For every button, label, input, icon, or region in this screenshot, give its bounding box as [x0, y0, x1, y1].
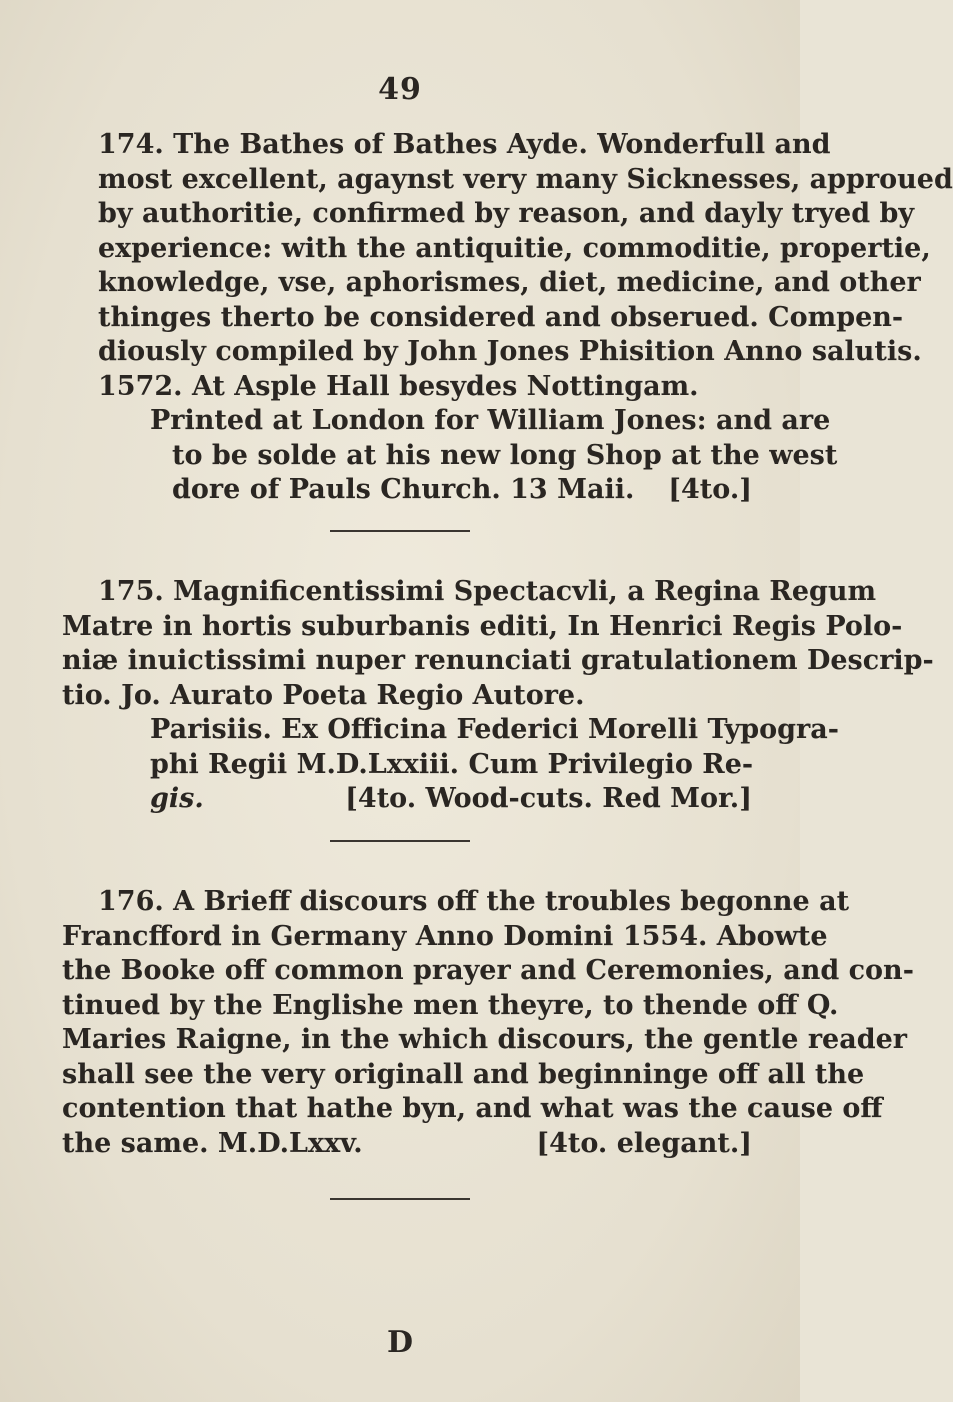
entry-line: the Booke off common prayer and Ceremonies, and con- — [62, 955, 914, 986]
section-divider — [330, 530, 470, 532]
page-number: 49 — [378, 72, 422, 107]
entry-line: Francfford in Germany Anno Domini 1554. Abowte — [62, 920, 828, 952]
imprint-last-line — [62, 1127, 752, 1162]
catalogue-entry-175 — [62, 575, 934, 817]
imprint-line: Printed at London for William Jones: and are — [150, 405, 831, 436]
entry-line: Matre in hortis suburbanis editi, In Henrici Regis Polo- — [62, 610, 903, 642]
imprint-text: the same. M.D.Lxxv. — [62, 1127, 363, 1159]
imprint-line: Parisiis. Ex Officina Federici Morelli Typogra- — [150, 714, 839, 745]
entry-line: Maries Raigne, in the which discours, the gentle reader — [62, 1024, 908, 1055]
entry-line: by authoritie, confirmed by reason, and dayly tryed by — [98, 198, 915, 229]
entry-line: contention that hathe byn, and what was the cause off — [62, 1093, 883, 1124]
entry-line: experience: with the antiquitie, commoditie, propertie, — [98, 232, 931, 264]
entry-line: tinued by the Englishe men theyre, to thende off Q. — [62, 989, 839, 1021]
imprint-text: gis. — [150, 783, 204, 814]
entry-line: 174. The Bathes of Bathes Ayde. Wonderfull and — [98, 129, 831, 160]
entry-line: 175. Magnificentissimi Spectacvli, a Regina Regum — [98, 576, 877, 607]
format-note: [4to.] — [668, 474, 752, 505]
entry-line: knowledge, vse, aphorismes, diet, medicine, and other — [98, 267, 921, 298]
entry-line: tio. Jo. Aurato Poeta Regio Autore. — [62, 679, 585, 711]
entry-line: thinges therto be considered and obserued. Compen- — [98, 301, 904, 333]
section-divider — [330, 840, 470, 842]
imprint-last-line — [62, 782, 752, 817]
entry-line: most excellent, agaynst very many Sicknesses, approued — [98, 163, 953, 195]
entry-line: 1572. At Asple Hall besydes Nottingam. — [98, 370, 699, 402]
entry-line: shall see the very originall and beginninge off all the — [62, 1058, 865, 1090]
imprint-line: phi Regii M.D.Lxxiii. Cum Privilegio Re- — [150, 748, 754, 780]
catalogue-entry-176 — [62, 885, 914, 1161]
catalogue-entry-174 — [62, 128, 953, 508]
entry-line: niæ inuictissimi nuper renunciati gratulationem Descrip- — [62, 645, 934, 676]
signature-mark: D — [386, 1325, 413, 1360]
entry-line: diously compiled by John Jones Phisition Anno salutis. — [98, 336, 922, 367]
imprint-line: to be solde at his new long Shop at the west — [172, 439, 838, 471]
format-note: [4to. elegant.] — [536, 1127, 752, 1159]
imprint-text: dore of Pauls Church. 13 Maii. — [172, 474, 635, 505]
format-note: [4to. Wood-cuts. Red Mor.] — [345, 783, 752, 814]
imprint-last-line — [62, 473, 752, 508]
section-divider — [330, 1198, 470, 1200]
entry-line: 176. A Brieff discours off the troubles begonne at — [98, 886, 850, 917]
